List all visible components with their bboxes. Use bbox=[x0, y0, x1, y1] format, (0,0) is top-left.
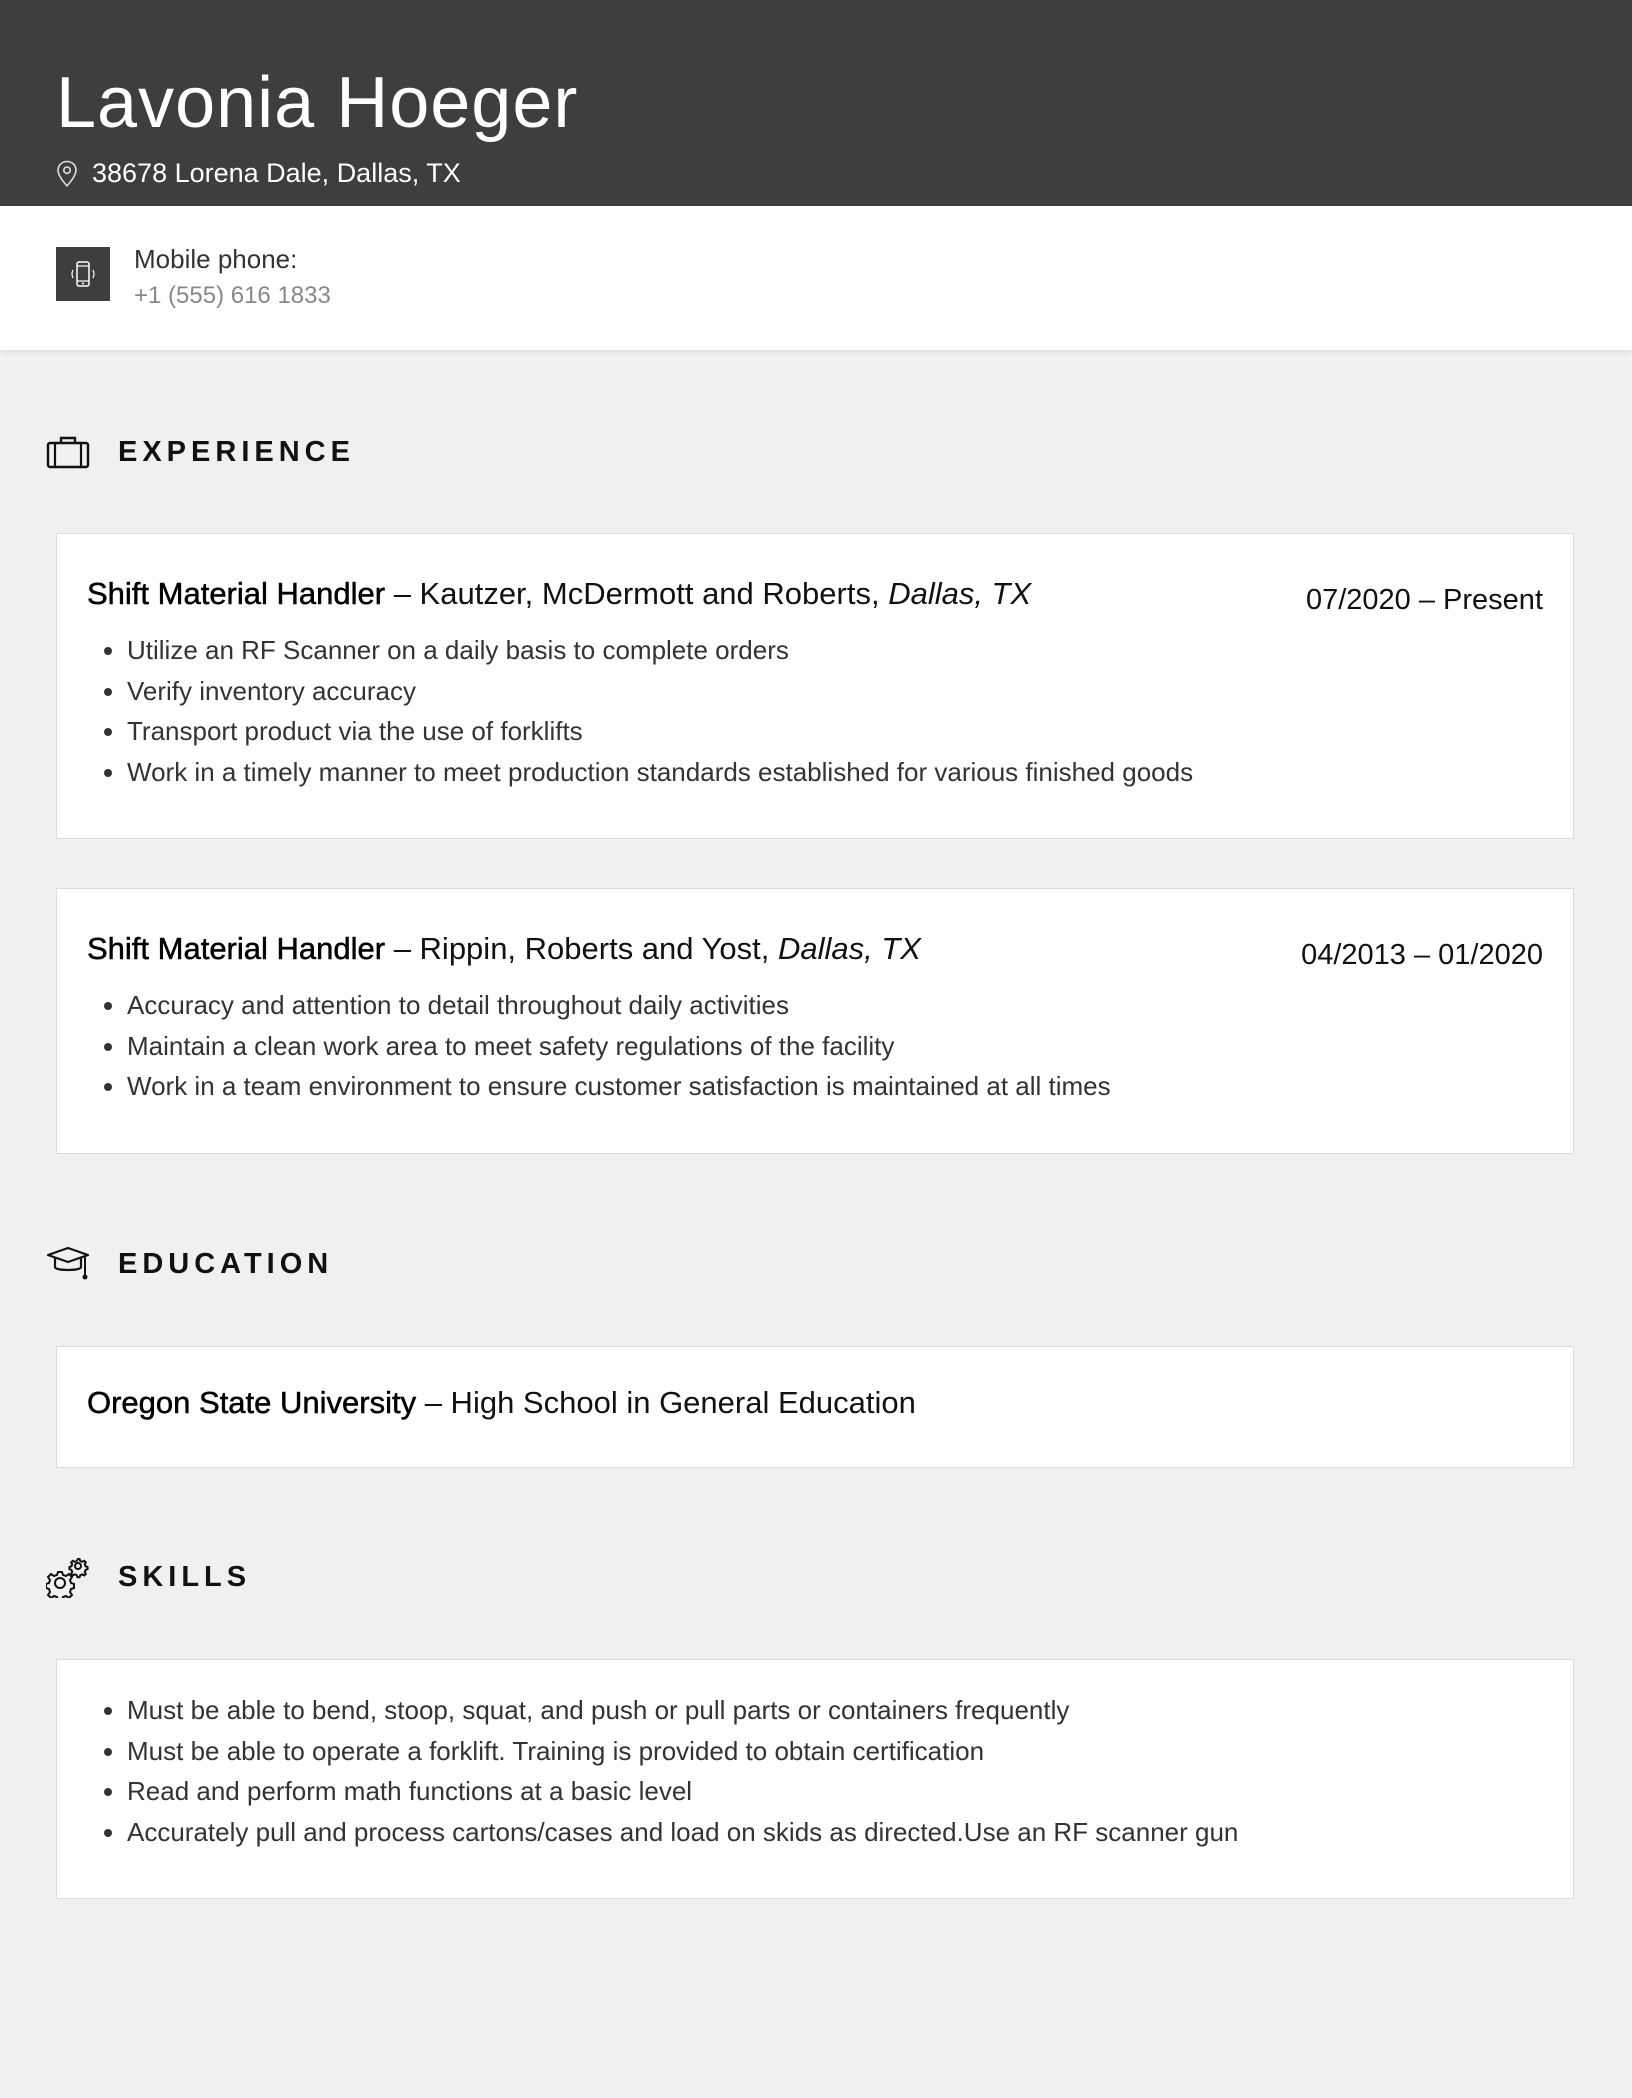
address-text: 38678 Lorena Dale, Dallas, TX bbox=[92, 158, 461, 188]
education-line bbox=[87, 1385, 916, 1421]
skills-section-header bbox=[46, 1557, 251, 1597]
list-item: • Read and perform math functions at a basic level bbox=[127, 1771, 1238, 1812]
job-company: – Kautzer, McDermott and Roberts, bbox=[385, 576, 889, 611]
job-heading bbox=[87, 576, 1031, 612]
job-dates: 07/2020 – Present bbox=[1305, 584, 1543, 616]
list-item: • Transport product via the use of forklifts bbox=[127, 711, 1193, 752]
job-bullets bbox=[87, 630, 1193, 792]
job-title: Shift Material Handler bbox=[87, 576, 386, 611]
list-item: • Maintain a clean work area to meet safety regulations of the facility bbox=[127, 1026, 1111, 1067]
mobile-phone-icon bbox=[56, 247, 110, 301]
address-line bbox=[56, 158, 461, 189]
list-item: • Work in a team environment to ensure customer satisfaction is maintained at all times bbox=[127, 1066, 1111, 1107]
graduation-cap-icon bbox=[46, 1244, 90, 1284]
resume-header bbox=[0, 0, 1632, 206]
degree-text: – High School in General Education bbox=[416, 1385, 916, 1420]
list-item: • Work in a timely manner to meet production standards established for various finished goods bbox=[127, 752, 1193, 793]
candidate-name: Lavonia Hoeger bbox=[56, 63, 579, 143]
experience-entry bbox=[56, 888, 1574, 1154]
job-title: Shift Material Handler bbox=[87, 931, 386, 966]
education-entry bbox=[56, 1346, 1574, 1468]
skills-entry bbox=[56, 1659, 1574, 1899]
experience-title: EXPERIENCE bbox=[118, 435, 355, 468]
school-name: Oregon State University bbox=[87, 1385, 417, 1420]
phone-label: Mobile phone: bbox=[134, 244, 298, 274]
job-bullets bbox=[87, 985, 1111, 1107]
education-section-header bbox=[46, 1244, 333, 1284]
experience-entry bbox=[56, 533, 1574, 839]
list-item: • Must be able to bend, stoop, squat, and push or pull parts or containers frequently bbox=[127, 1690, 1238, 1731]
list-item: • Must be able to operate a forklift. Training is provided to obtain certification bbox=[127, 1731, 1238, 1772]
job-location: Dallas, TX bbox=[778, 931, 921, 966]
skills-list bbox=[87, 1690, 1238, 1852]
contact-bar bbox=[0, 206, 1632, 350]
education-title: EDUCATION bbox=[118, 1247, 334, 1280]
job-dates: 04/2013 – 01/2020 bbox=[1301, 939, 1543, 971]
list-item: • Accurately pull and process cartons/cases and load on skids as directed.Use an RF scanner gun bbox=[127, 1812, 1238, 1853]
experience-section-header bbox=[46, 432, 355, 472]
job-heading bbox=[87, 931, 921, 967]
list-item: • Accuracy and attention to detail throughout daily activities bbox=[127, 985, 1111, 1026]
gears-icon bbox=[46, 1557, 90, 1597]
phone-number: +1 (555) 616 1833 bbox=[134, 282, 331, 309]
briefcase-icon bbox=[46, 432, 90, 472]
skills-title: SKILLS bbox=[118, 1560, 252, 1593]
job-company: – Rippin, Roberts and Yost, bbox=[385, 931, 778, 966]
map-pin-icon bbox=[56, 160, 78, 188]
list-item: • Verify inventory accuracy bbox=[127, 671, 1193, 712]
list-item: • Utilize an RF Scanner on a daily basis to complete orders bbox=[127, 630, 1193, 671]
job-location: Dallas, TX bbox=[888, 576, 1032, 611]
